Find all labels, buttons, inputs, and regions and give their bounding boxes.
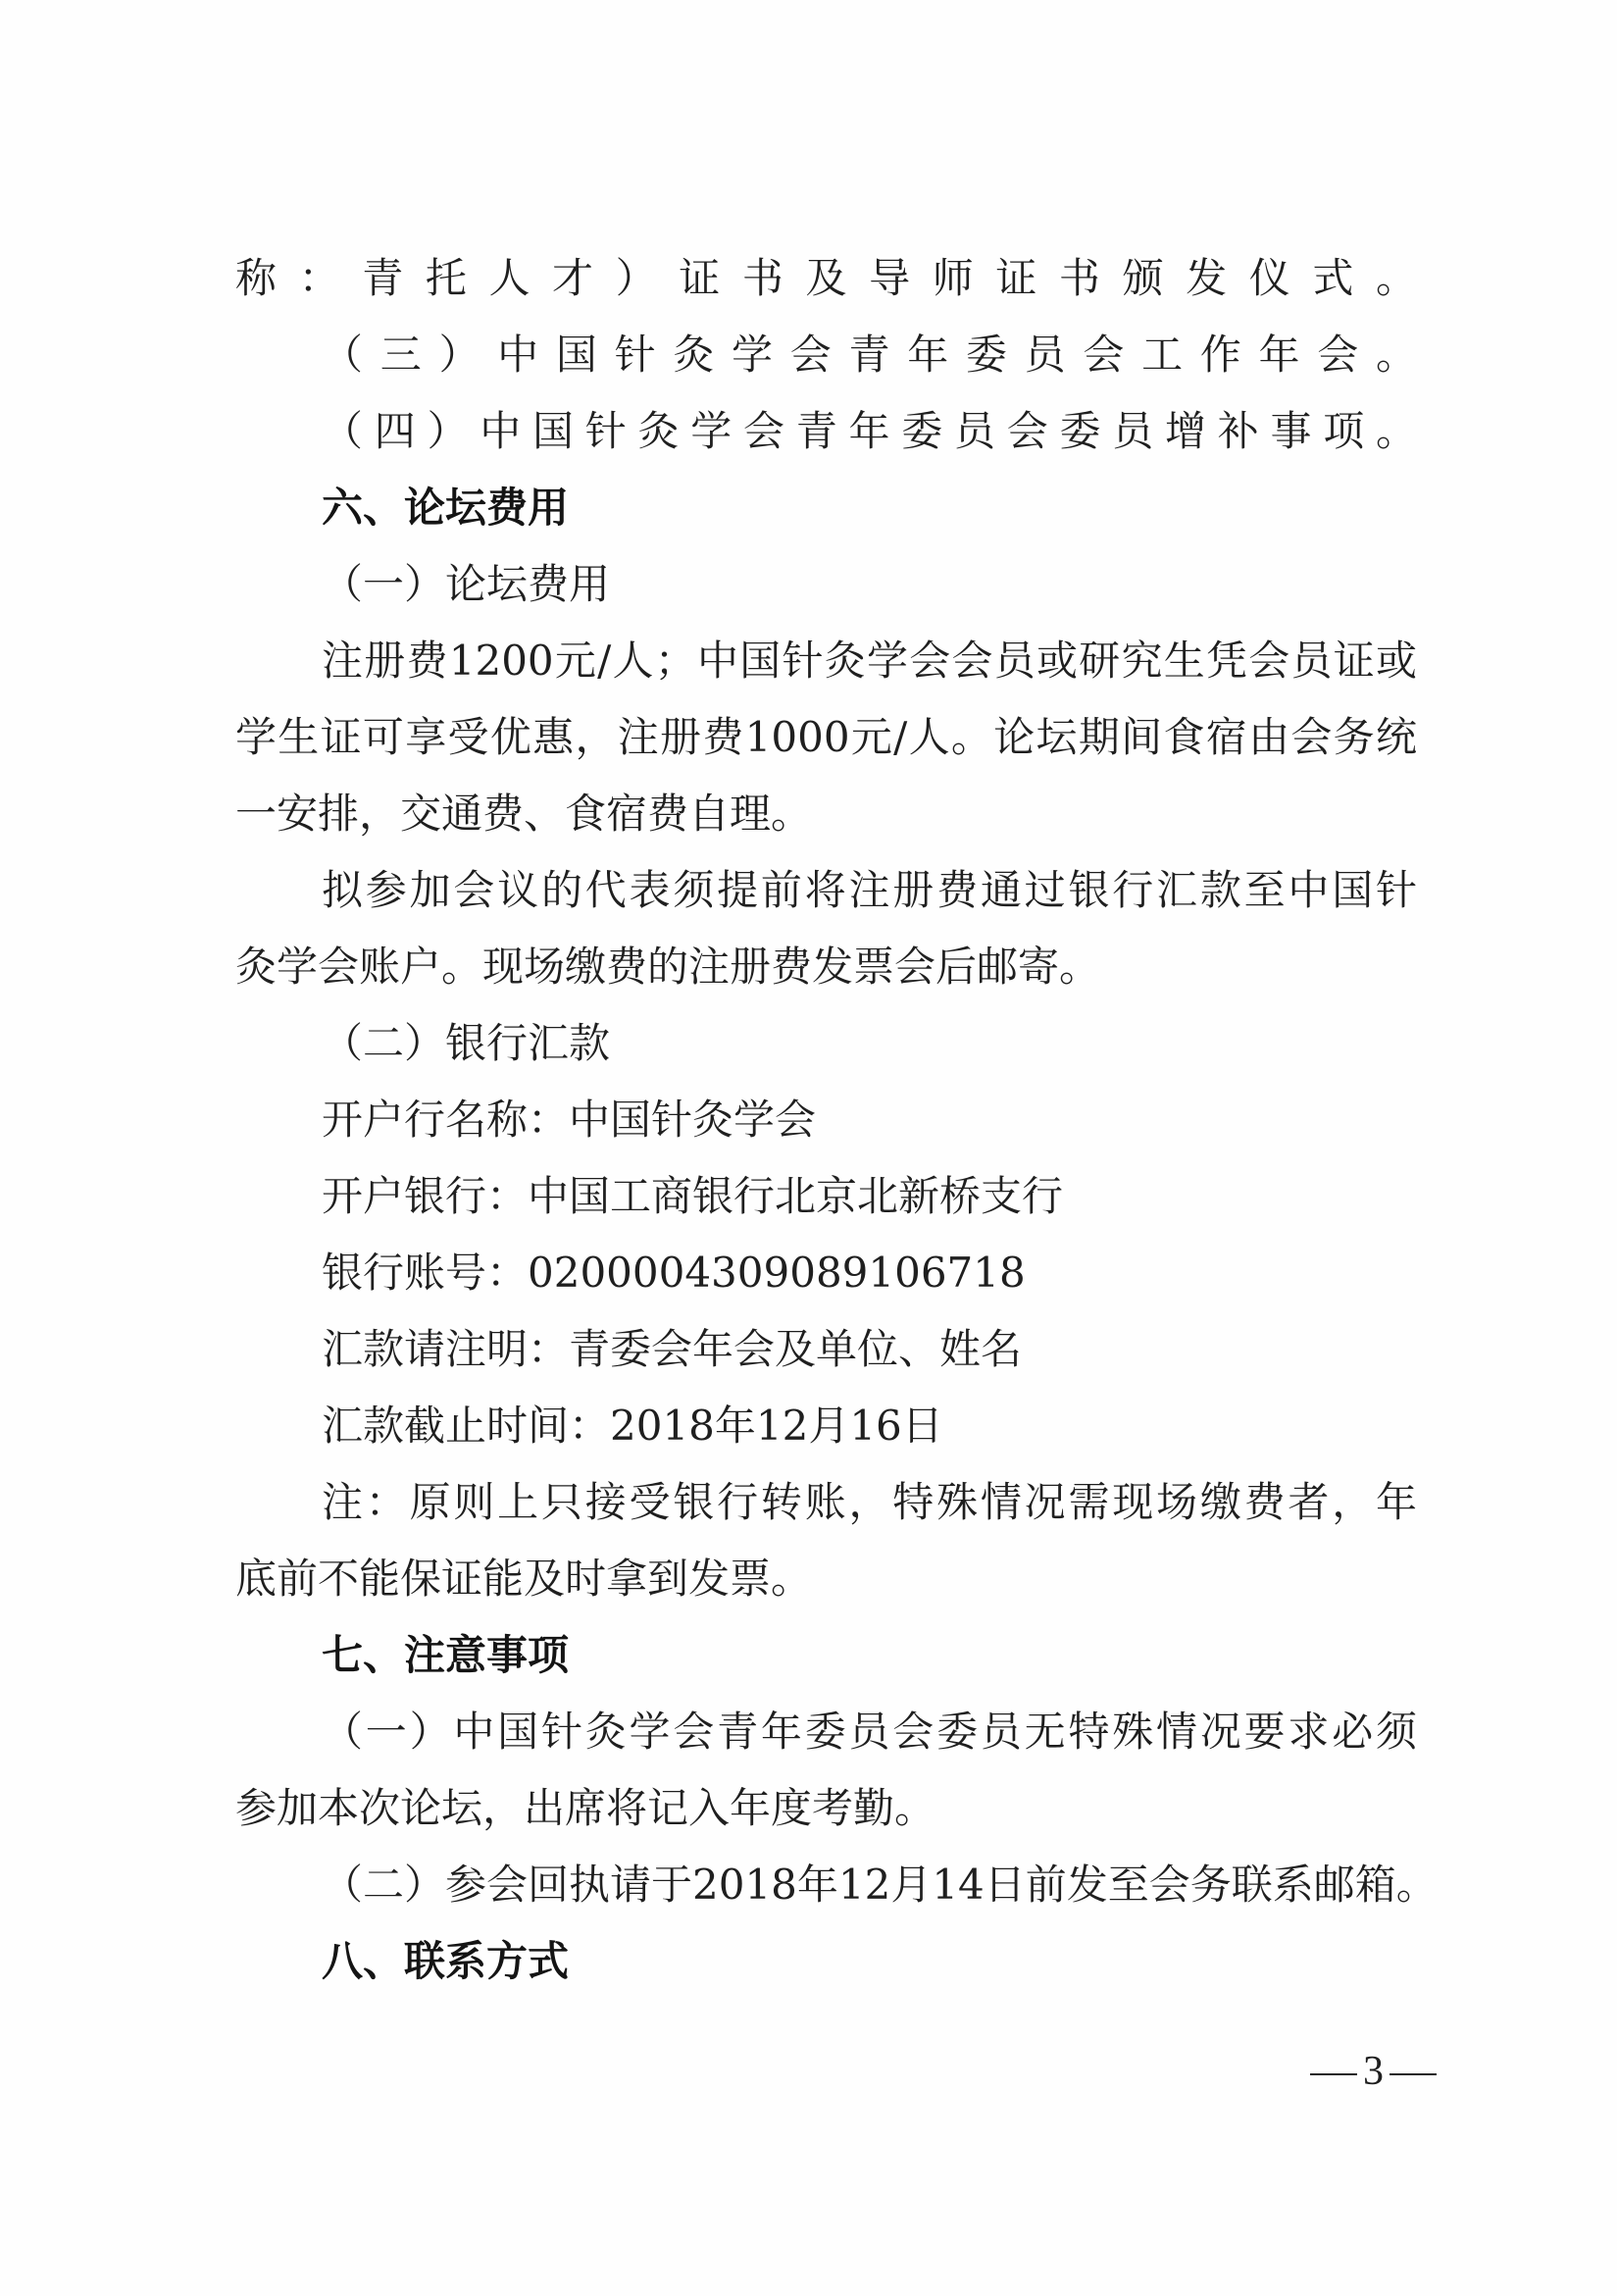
subsection-heading-bank: （二）银行汇款	[322, 1019, 611, 1067]
body-line-remit-2: 灸学会账户。现场缴费的注册费发票会后邮寄。	[235, 943, 1101, 991]
note-line-1: 注：原则上只接受银行转账，特殊情况需现场缴费者，年	[322, 1478, 1417, 1526]
note-line-2: 底前不能保证能及时拿到发票。	[235, 1555, 813, 1603]
section-heading-7: 七、注意事项	[322, 1631, 570, 1679]
page-number-dash-left	[1310, 2073, 1357, 2075]
account-number-line: 银行账号：0200004309089106718	[322, 1249, 1026, 1297]
body-line-fee-2: 学生证可享受优惠，注册费1000元/人。论坛期间食宿由会务统	[235, 713, 1417, 761]
body-line-3: （四）中国针灸学会青年委员会委员增补事项。	[322, 407, 1417, 455]
page-number-value: 3	[1363, 2049, 1384, 2094]
body-line-2: （三）中国针灸学会青年委员会工作年会。	[322, 331, 1417, 379]
account-name-line: 开户行名称：中国针灸学会	[322, 1096, 817, 1144]
deadline-line: 汇款截止时间：2018年12月16日	[322, 1402, 943, 1450]
page-number	[1304, 2048, 1442, 2095]
attention-line-3: （二）参会回执请于2018年12月14日前发至会务联系邮箱。	[322, 1861, 1438, 1909]
body-line-remit-1: 拟参加会议的代表须提前将注册费通过银行汇款至中国针	[322, 866, 1417, 914]
section-heading-8: 八、联系方式	[322, 1937, 570, 1985]
bank-name-line: 开户银行：中国工商银行北京北新桥支行	[322, 1172, 1064, 1220]
page-number-dash-right	[1390, 2073, 1437, 2075]
remit-note-line: 汇款请注明：青委会年会及单位、姓名	[322, 1325, 1023, 1373]
subsection-heading-fee: （一）论坛费用	[322, 560, 611, 608]
attention-line-2: 参加本次论坛，出席将记入年度考勤。	[235, 1784, 936, 1832]
attention-line-1: （一）中国针灸学会青年委员会委员无特殊情况要求必须	[322, 1708, 1417, 1756]
body-line-fee-1: 注册费1200元/人；中国针灸学会会员或研究生凭会员证或	[322, 637, 1417, 685]
body-line-1: 称：青托人才）证书及导师证书颁发仪式。	[235, 254, 1417, 302]
body-line-fee-3: 一安排，交通费、食宿费自理。	[235, 790, 813, 838]
section-heading-6: 六、论坛费用	[322, 484, 570, 532]
